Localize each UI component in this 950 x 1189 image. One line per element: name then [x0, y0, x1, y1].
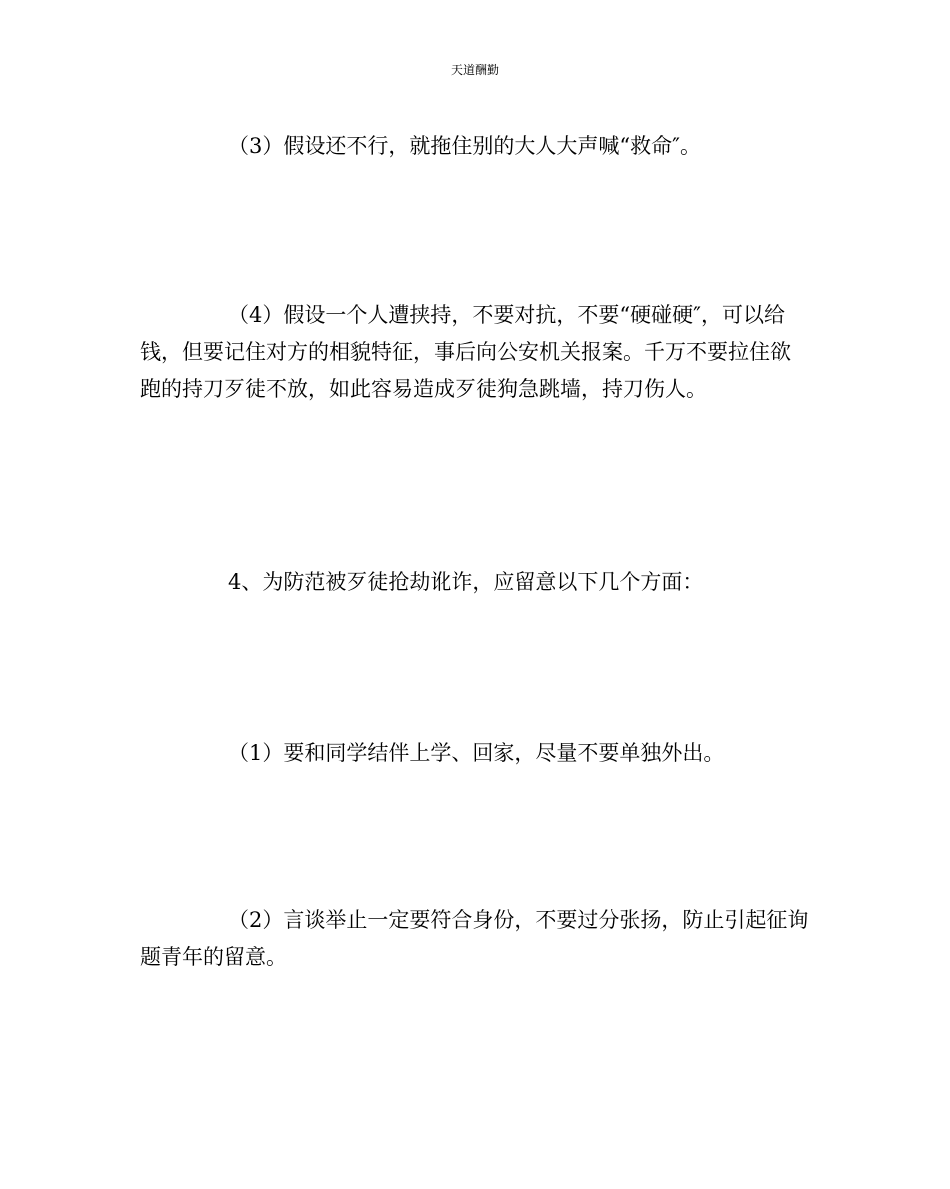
paragraph-item-3: （3）假设还不行，就拖住别的大人大声喊“救命″。: [228, 134, 701, 158]
paragraph-item-4: （4）假设一个人遭挟持，不要对抗，不要“硬碰硬″，可以给钱，但要记住对方的相貌特征，事后向公安机关报案。千万不要拉住欲跑的持刀歹徒不放，如此容易造成歹徒狗急跳墙，持刀伤人。: [140, 303, 791, 401]
section-heading-4: 4、为防范被歹徒抢劫讹诈，应留意以下几个方面：: [228, 570, 704, 594]
page-header: 天道酬勤: [450, 63, 499, 77]
paragraph-item-2: （2）言谈举止一定要符合身份，不要过分张扬，防止引起征询题青年的留意。: [140, 908, 809, 969]
paragraph-item-1: （1）要和同学结伴上学、回家，尽量不要单独外出。: [228, 741, 725, 765]
